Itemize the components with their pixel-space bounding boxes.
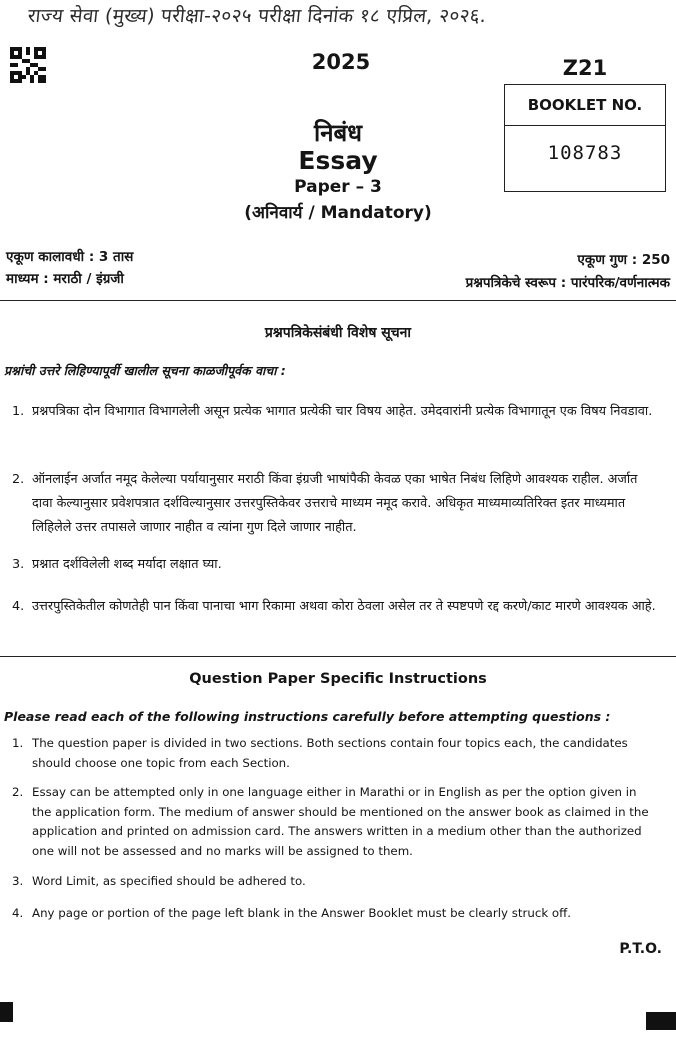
medium: माध्यम : मराठी / इंग्रजी <box>6 271 124 287</box>
paper-number: Paper – 3 <box>294 177 382 197</box>
marathi-instruction-item <box>12 400 656 424</box>
english-instructions-lead: Please read each of the following instructions carefully before attempting questions : <box>4 709 611 724</box>
pto-label: P.T.O. <box>619 941 662 957</box>
item-number: 2. <box>12 472 25 487</box>
booklet-number: 108783 <box>547 142 623 164</box>
item-number: 2. <box>12 785 24 799</box>
item-text: Word Limit, as specified should be adhered to. <box>32 874 306 888</box>
item-number: 4. <box>12 599 25 614</box>
marathi-instruction-item <box>12 468 656 540</box>
item-text: ऑनलाईन अर्जात नमूद केलेल्या पर्यायानुसार मराठी किंवा इंग्रजी भाषांपैकी केवळ एका भाषेत निबंध लिहिणे आवश्यक राहील. अर्जात दावा केल्यानुसार प्रवेशपत्रात दर्शविल्यानुसार उत्तरपुस्तिकेवर उत्तराचे माध्यम नमूद करावे. अधिकृत माध्यमाव्यतिरिक्त इतर माध्यमात लिहिलेले उत्तर तपासले जाणार नाहीत व त्यांना गुण दिले जाणार नाहीत. <box>32 472 638 535</box>
booklet-label: BOOKLET NO. <box>505 85 665 126</box>
item-number: 1. <box>12 404 25 419</box>
registration-mark-left <box>0 1002 13 1022</box>
item-text: प्रश्नात दर्शविलेली शब्द मर्यादा लक्षात घ्या. <box>32 557 222 572</box>
english-instructions-heading: Question Paper Specific Instructions <box>189 671 487 687</box>
english-instruction-item <box>12 904 656 924</box>
marathi-instructions-lead: प्रश्नांची उत्तरे लिहिण्यापूर्वी खालील सूचना काळजीपूर्वक वाचा : <box>4 363 286 378</box>
divider-top <box>0 300 676 301</box>
item-text: Any page or portion of the page left blank in the Answer Booklet must be clearly struck off. <box>32 906 572 920</box>
qr-code-icon <box>10 46 46 84</box>
handwritten-exam-note: राज्य सेवा (मुख्य) परीक्षा-२०२५ परीक्षा दिनांक १८ एप्रिल, २०२६. <box>26 5 488 27</box>
paper-code: Z21 <box>562 56 608 80</box>
exam-year: 2025 <box>311 50 371 74</box>
paper-format: प्रश्नपत्रिकेचे स्वरूप : पारंपरिक/वर्णनात्मक <box>465 275 670 291</box>
marathi-instruction-item <box>12 595 656 619</box>
item-number: 3. <box>12 557 25 572</box>
english-instruction-item <box>12 783 656 861</box>
item-number: 4. <box>12 906 24 920</box>
divider-middle <box>0 656 676 657</box>
marathi-instruction-item <box>12 553 656 577</box>
item-text: Essay can be attempted only in one language either in Marathi or in English as per the option given in the application form. The medium of answer should be mentioned on the answer book as claimed in the application and printed on admission card. The answers written in a medium other than the authorized one will not be assessed and no marks will be assigned to them. <box>32 785 649 858</box>
item-text: The question paper is divided in two sections. Both sections contain four topics each, the candidates should choose one topic from each Section. <box>32 736 628 770</box>
english-instruction-item <box>12 734 656 773</box>
total-marks: एकूण गुण : 250 <box>577 252 670 268</box>
english-instruction-item <box>12 872 656 892</box>
paper-type: (अनिवार्य / Mandatory) <box>244 203 432 223</box>
item-text: उत्तरपुस्तिकेतील कोणतेही पान किंवा पानाचा भाग रिकामा अथवा कोरा ठेवला असेल तर ते स्पष्टपणे रद्द करणे/काट मारणे आवश्यक आहे. <box>32 599 656 614</box>
title-english: Essay <box>298 146 378 175</box>
item-text: प्रश्नपत्रिका दोन विभागात विभागलेली असून प्रत्येक भागात प्रत्येकी चार विषय आहेत. उमेदवारांनी प्रत्येक विभागातून एक विषय निवडावा. <box>32 404 653 419</box>
registration-mark-right <box>646 1012 676 1030</box>
item-number: 1. <box>12 736 24 750</box>
duration: एकूण कालावधी : 3 तास <box>6 249 134 265</box>
title-marathi: निबंध <box>314 119 362 147</box>
marathi-instructions-heading: प्रश्नपत्रिकेसंबंधी विशेष सूचना <box>264 325 412 341</box>
item-number: 3. <box>12 874 24 888</box>
